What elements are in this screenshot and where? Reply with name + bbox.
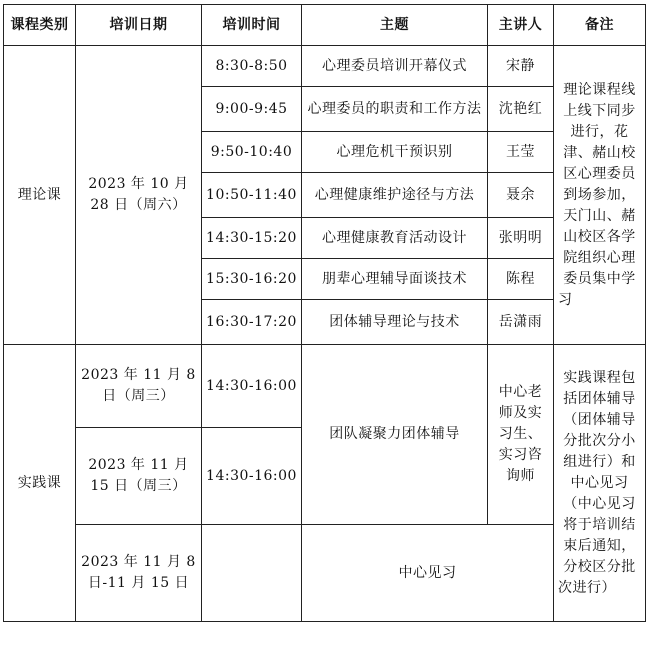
theory-notes-cell: 理论课程线上线下同步进行，花津、赭山校区心理委员到场参加，天门山、赭山校区各学院组织心理委员集中学习 [554,46,646,345]
session-time: 14:30-15:20 [202,218,302,259]
practice-date: 2023 年 11 月 8 日（周三） [76,345,202,428]
header-topic: 主题 [302,5,488,46]
header-row [4,5,646,46]
theory-date-cell: 2023 年 10 月 28 日（周六） [76,46,202,345]
session-topic: 团体辅导理论与技术 [302,300,488,345]
table-row [4,46,646,87]
session-topic: 心理委员的职责和工作方法 [302,87,488,132]
session-time: 15:30-16:20 [202,259,302,300]
session-time: 9:50-10:40 [202,132,302,173]
practice-time: 14:30-16:00 [202,428,302,525]
session-speaker: 王莹 [488,132,554,173]
header-notes: 备注 [554,5,646,46]
practice-category-cell: 实践课 [4,345,76,622]
session-topic: 心理委员培训开幕仪式 [302,46,488,87]
session-speaker: 岳潇雨 [488,300,554,345]
session-speaker: 宋静 [488,46,554,87]
theory-category-cell: 理论课 [4,46,76,345]
practice-group-topic: 团队凝聚力团体辅导 [302,345,488,525]
header-category: 课程类别 [4,5,76,46]
session-speaker: 陈程 [488,259,554,300]
practice-date: 2023 年 11 月 15 日（周三） [76,428,202,525]
table-row [4,525,646,622]
table-row [4,345,646,428]
practice-notes-cell: 实践课程包括团体辅导（团体辅导分批次分小组进行）和中心见习（中心见习将于培训结束后通知，分校区分批次进行） [554,345,646,622]
session-topic: 朋辈心理辅导面谈技术 [302,259,488,300]
session-topic: 心理健康维护途径与方法 [302,173,488,218]
header-time: 培训时间 [202,5,302,46]
header-speaker: 主讲人 [488,5,554,46]
training-schedule-table [3,4,646,622]
session-topic: 心理健康教育活动设计 [302,218,488,259]
practice-visit-topic: 中心见习 [302,525,554,622]
practice-speaker-cell: 中心老师及实习生、实习咨询师 [488,345,554,525]
practice-time [202,525,302,622]
session-time: 16:30-17:20 [202,300,302,345]
session-speaker: 沈艳红 [488,87,554,132]
session-time: 10:50-11:40 [202,173,302,218]
session-time: 8:30-8:50 [202,46,302,87]
practice-time: 14:30-16:00 [202,345,302,428]
practice-date: 2023 年 11 月 8 日-11 月 15 日 [76,525,202,622]
session-speaker: 张明明 [488,218,554,259]
session-topic: 心理危机干预识别 [302,132,488,173]
session-time: 9:00-9:45 [202,87,302,132]
header-date: 培训日期 [76,5,202,46]
session-speaker: 聂余 [488,173,554,218]
